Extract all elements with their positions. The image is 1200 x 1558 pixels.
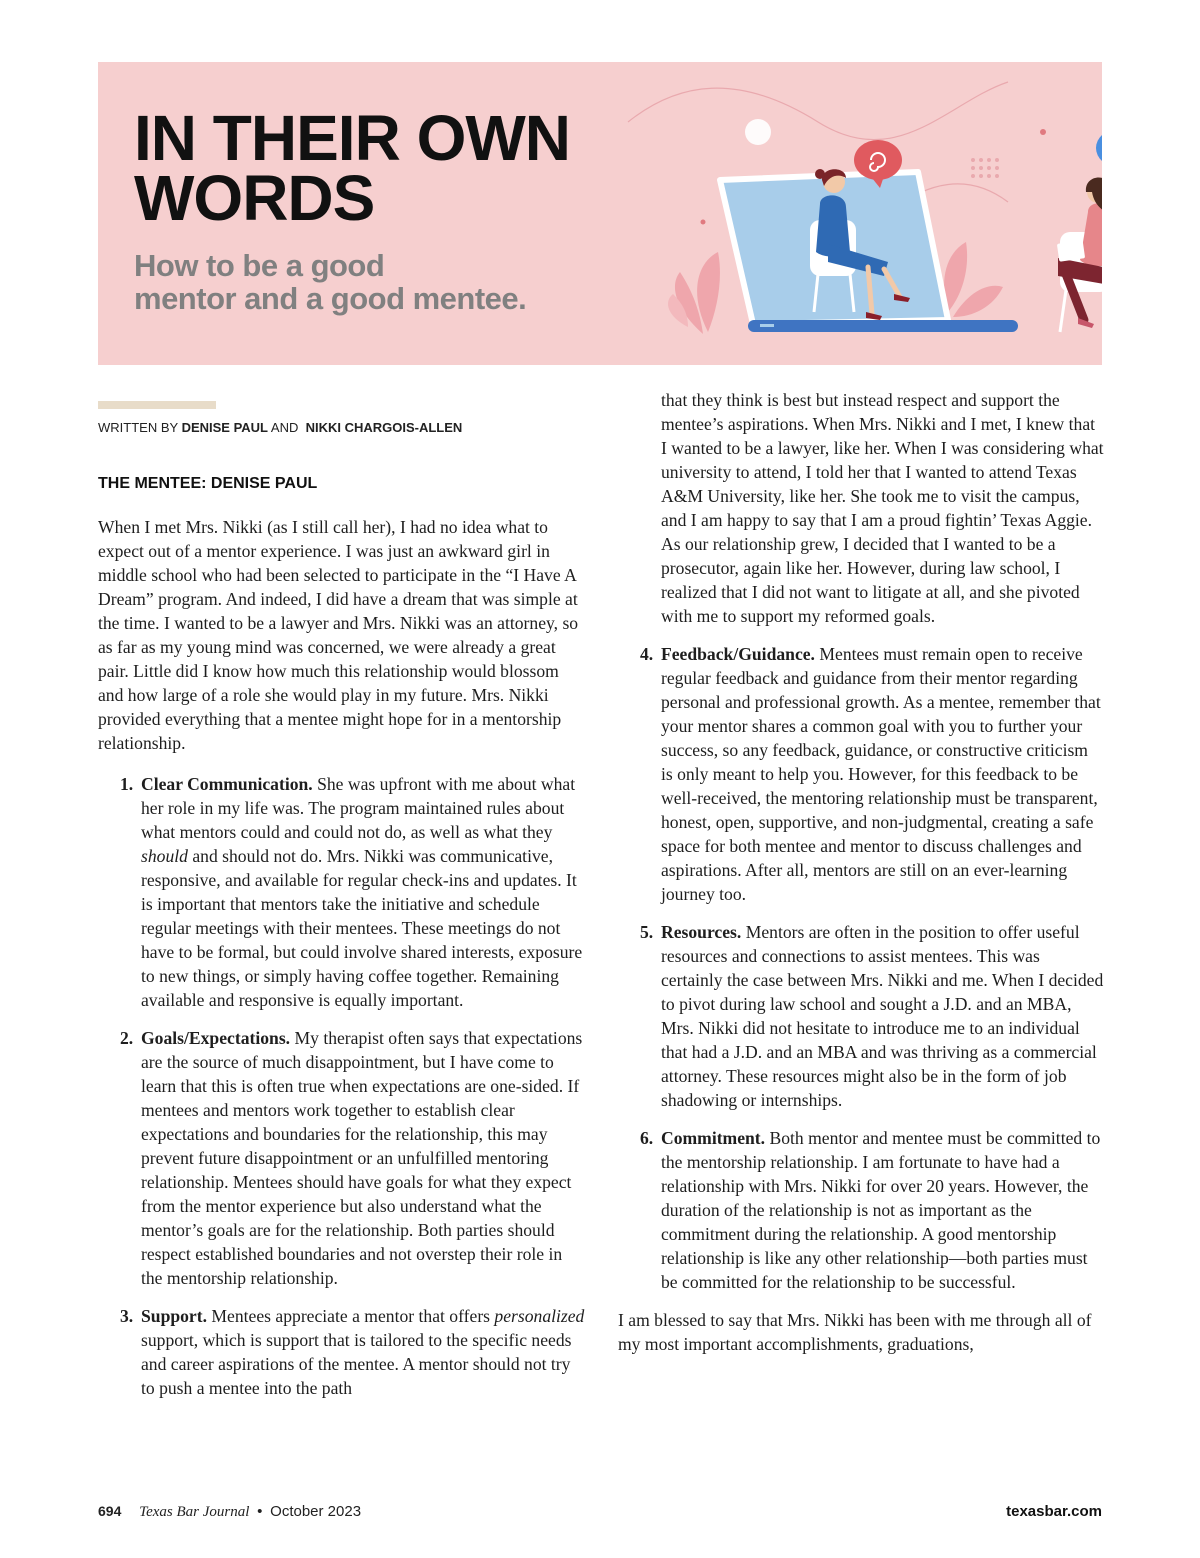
list-item <box>98 1026 586 1290</box>
footer-citation <box>98 1503 361 1521</box>
list-item-text: and should not do. Mrs. Nikki was communicative, responsive, and available for regular check-ins and updates. It is important that mentors take the initiative and schedule regular meetings with their mentees. These meetings do not have to be formal, but could involve shared interests, exposure to new things, or simply having coffee together. Remaining available and responsive is equally important. <box>141 846 583 1010</box>
intro-paragraph: When I met Mrs. Nikki (as I still call her), I had no idea what to expect out of a mentor experience. I was just an awkward girl in middle school who had been selected to participate in the “I Have A Dream” program. And indeed, I did have a dream that was simple at the time. I wanted to be a lawyer and Mrs. Nikki was an attorney, so as far as my young mind was concerned, we were already a great pair. Little did I know how much this relationship would blossom and how large of a role she would play in my future. Mrs. Nikki provided everything that a mentee might hope for in a mentorship relationship. <box>98 517 579 753</box>
mentoring-illustration <box>588 62 1102 365</box>
subtitle-line-1: How to be a good <box>134 248 385 283</box>
list-item-continuation <box>618 388 1104 628</box>
list-item <box>618 920 1104 1112</box>
list-item <box>618 1126 1104 1294</box>
article-column-left <box>98 472 586 1414</box>
list-item-lead: Goals/Expectations. <box>141 1028 291 1048</box>
emphasis-text: should <box>141 846 188 866</box>
list-item-text: She was upfront with me about what her role in my life was. The program maintained rules about what mentors could and could not do, as well as what they <box>141 774 576 842</box>
list-item-text: Both mentor and mentee must be committed to the mentorship relationship. I am fortunate to have had a relationship with Mrs. Nikki for over 20 years. However, the duration of the relationship is not as important as the commitment during the relationship. A good mentorship relationship is like any other relationship—both parties must be committed for the relationship to be successful. <box>661 1128 1101 1292</box>
title-line-1: IN THEIR OWN <box>134 102 570 174</box>
header-banner <box>98 62 1102 365</box>
list-item-text: Mentees must remain open to receive regular feedback and guidance from their mentor regarding personal and professional growth. As a mentee, remember that your mentor shares a common goal with you to further your success, so any feedback, guidance, or constructive criticism is only meant to help you. However, for this feedback to be well-received, the mentoring relationship must be transparent, honest, open, supportive, and non-judgmental, creating a safe space for both mentee and mentor to discuss challenges and aspirations. After all, mentors are still on an ever-learning journey too. <box>661 644 1101 904</box>
emphasis-text: personalized <box>494 1306 585 1326</box>
list-item-number: 5. <box>640 922 654 942</box>
author-name: NIKKI CHARGOIS-ALLEN <box>305 420 463 435</box>
list-item-text: support, which is support that is tailored to the specific needs and career aspirations of the mentee. A mentor should not try to push a mentee into the path <box>141 1330 572 1398</box>
list-item-text: My therapist often says that expectations are the source of much disappointment, but I have come to learn that this is often true when expectations are one-sided. If mentees and mentors work together to establish clear expectations and boundaries for the relationship, this may prevent future disappointment or an unfulfilled mentoring relationship. Mentees should have goals for what they expect from the mentor experience but also understand what the mentor’s goals are for the relationship. Both parties should respect established boundaries and not overstep their role in the mentorship relationship. <box>141 1028 583 1288</box>
list-item <box>98 1304 586 1400</box>
list-item <box>98 772 586 1012</box>
byline-accent-rule <box>98 401 216 409</box>
closing-paragraph: I am blessed to say that Mrs. Nikki has been with me through all of my most important accomplishments, graduations, <box>618 1310 1092 1354</box>
website-link[interactable]: texasbar.com <box>1006 1503 1102 1520</box>
article-column-right <box>618 388 1104 1373</box>
list-item-text: Mentees appreciate a mentor that offers <box>207 1306 495 1326</box>
byline-prefix: WRITTEN BY <box>98 420 178 435</box>
article-subtitle <box>134 249 526 315</box>
list-item-lead: Commitment. <box>661 1128 766 1148</box>
section-heading: THE MENTEE: DENISE PAUL <box>98 475 318 492</box>
byline-conjunction: AND <box>270 420 299 435</box>
list-item-lead: Clear Communication. <box>141 774 313 794</box>
list-item-number: 1. <box>120 774 134 794</box>
byline <box>98 420 462 435</box>
bullet-separator: • <box>257 1503 263 1520</box>
subtitle-line-2: mentor and a good mentee. <box>134 281 527 316</box>
speech-bubble-icon <box>1096 129 1102 176</box>
issue-date: October 2023 <box>270 1503 362 1520</box>
author-name: DENISE PAUL <box>181 420 268 435</box>
journal-name: Texas Bar Journal <box>139 1504 250 1520</box>
list-item-text: that they think is best but instead respect and support the mentee’s aspirations. When Mrs. Nikki and I met, I knew that I wanted to be a lawyer, like her. When I was considering what university to attend, I told her that I wanted to attend Texas A&M University, like her. She took me to visit the campus, and I am happy to say that I am a proud fightin’ Texas Aggie. As our relationship grew, I decided that I wanted to be a prosecutor, again like her. However, during law school, I realized that I did not want to litigate at all, and she pivoted with me to support my reformed goals. <box>661 390 1104 626</box>
list-item-lead: Resources. <box>661 922 742 942</box>
article-title <box>134 102 570 234</box>
list-item-number: 6. <box>640 1128 654 1148</box>
title-line-2: WORDS <box>134 162 375 234</box>
list-item-number: 3. <box>120 1306 134 1326</box>
list-item <box>618 642 1104 906</box>
list-item-lead: Support. <box>141 1306 208 1326</box>
list-item-text: Mentors are often in the position to offer useful resources and connections to assist mentees. This was certainly the case between Mrs. Nikki and me. When I decided to pivot during law school and sought a J.D. and an MBA, Mrs. Nikki did not hesitate to introduce me to an individual that had a J.D. and an MBA and was thriving as a commercial attorney. These resources might also be in the form of job shadowing or internships. <box>661 922 1104 1110</box>
list-item-number: 4. <box>640 644 654 664</box>
list-item-number: 2. <box>120 1028 134 1048</box>
list-item-lead: Feedback/Guidance. <box>661 644 815 664</box>
page-number: 694 <box>98 1503 122 1519</box>
